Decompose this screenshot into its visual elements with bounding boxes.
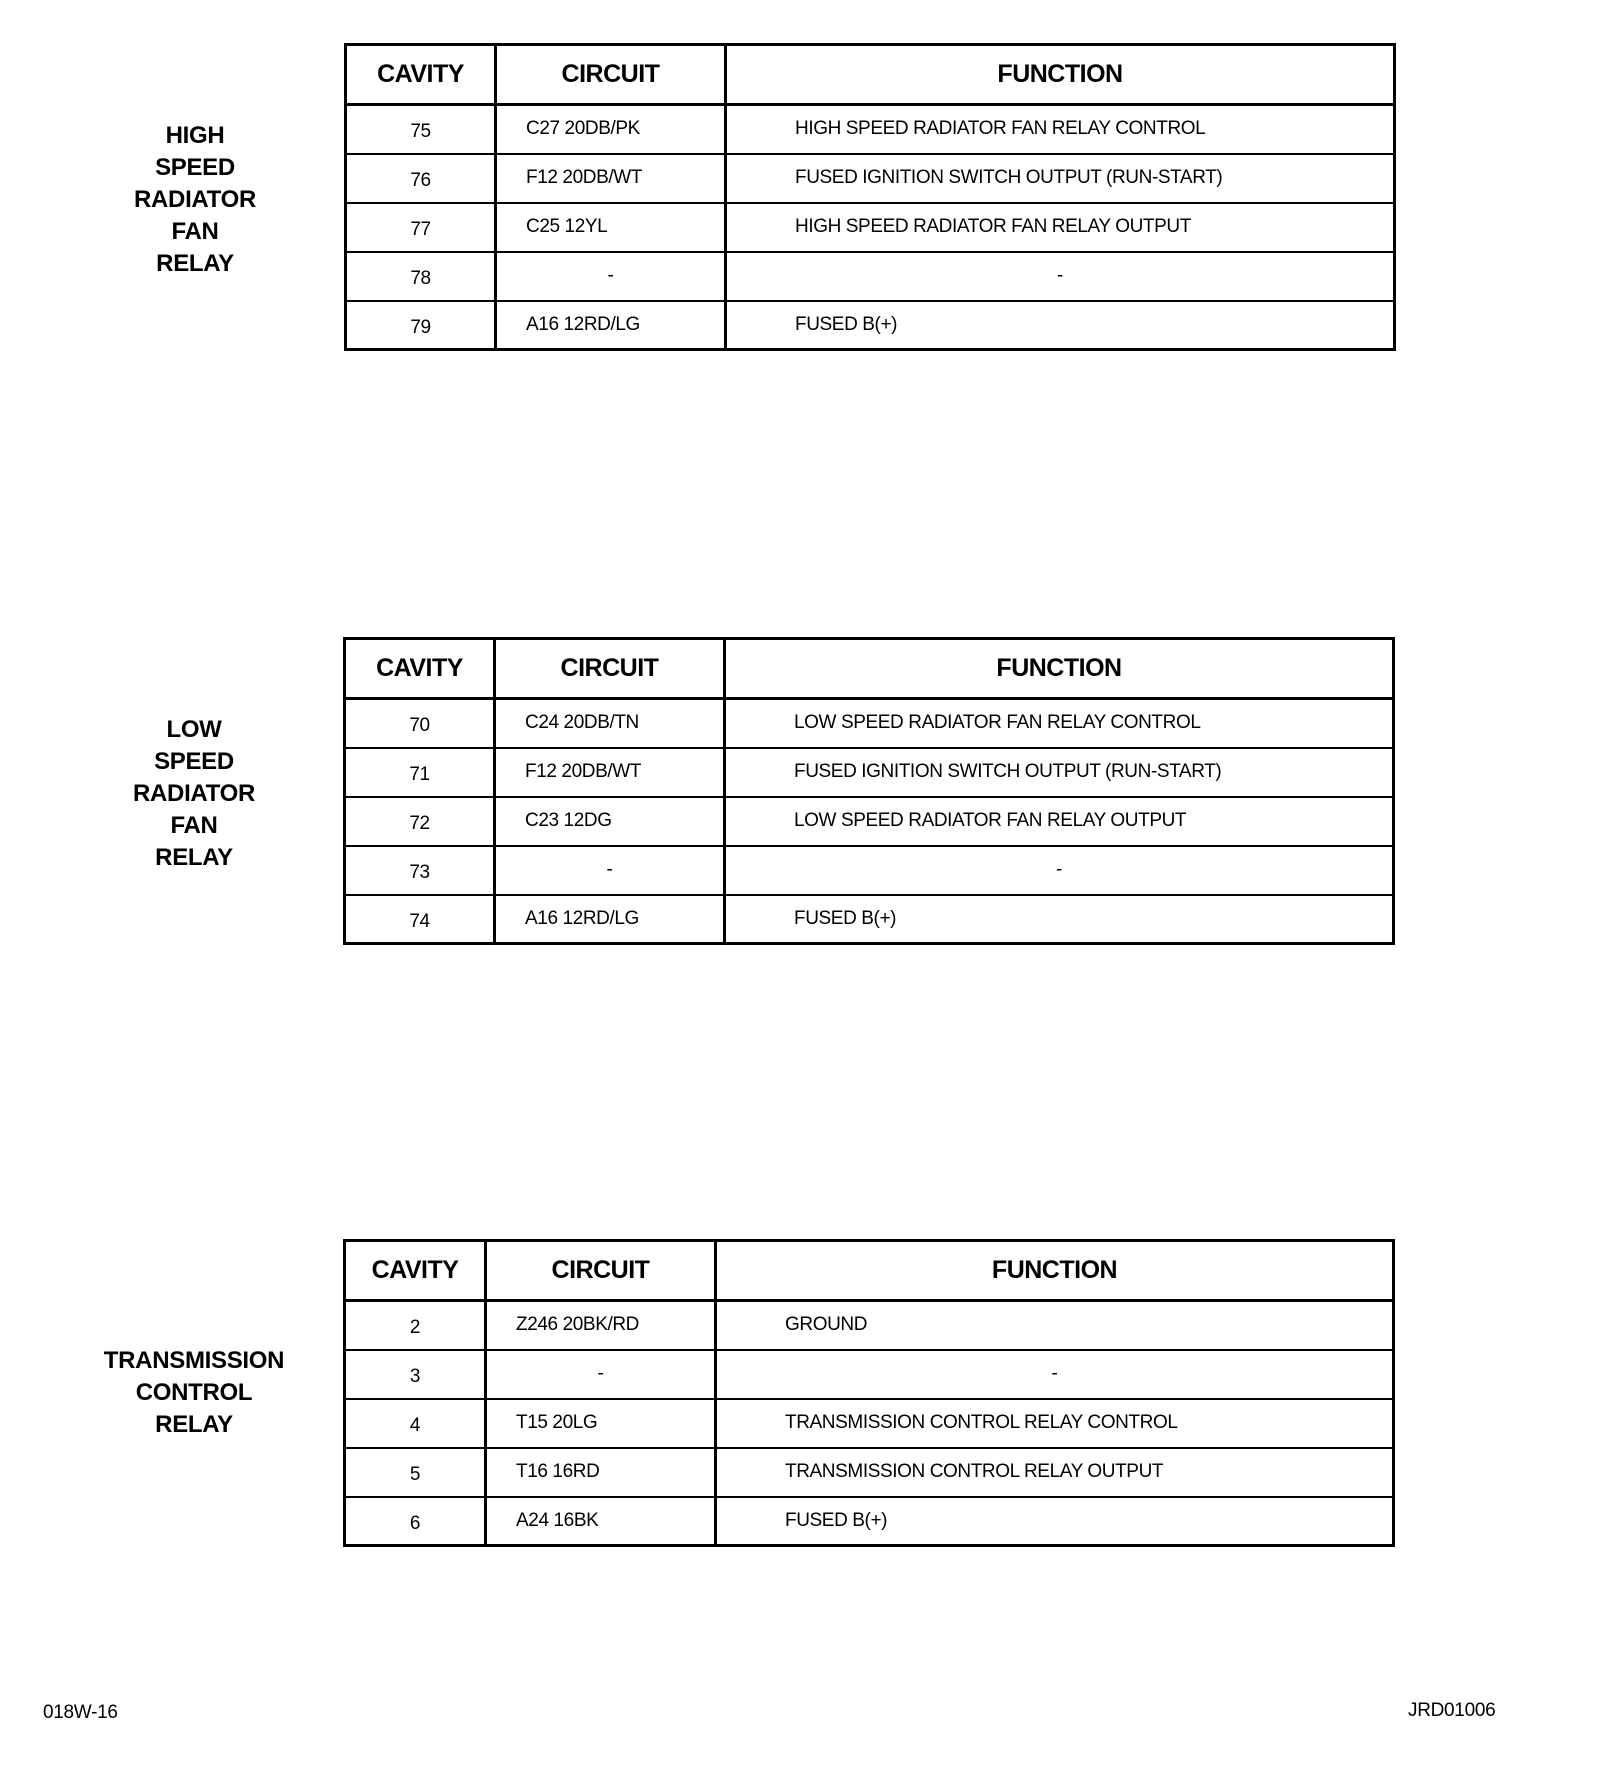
section-label-line: RELAY xyxy=(156,250,234,277)
table-row xyxy=(346,252,1395,301)
section-label-line: SPEED xyxy=(155,154,235,181)
column-header-cavity: CAVITY xyxy=(345,639,495,699)
section-label-high-speed-radiator-fan-relay xyxy=(85,120,305,280)
column-header-cavity: CAVITY xyxy=(346,45,496,105)
table-row xyxy=(346,154,1395,203)
cavity-cell: 4 xyxy=(345,1399,486,1448)
circuit-cell: Z246 20BK/RD xyxy=(486,1301,716,1350)
function-cell: - xyxy=(725,846,1394,895)
cavity-cell: 78 xyxy=(346,252,496,301)
section-label-line: FAN xyxy=(170,812,218,839)
cavity-cell: 73 xyxy=(345,846,495,895)
section-label-line: RELAY xyxy=(155,844,233,871)
section-label-line: RELAY xyxy=(155,1411,233,1438)
function-cell: TRANSMISSION CONTROL RELAY OUTPUT xyxy=(716,1448,1394,1497)
table-row xyxy=(345,1497,1394,1546)
table-row xyxy=(345,1448,1394,1497)
function-cell: FUSED B(+) xyxy=(726,301,1395,350)
column-header-circuit: CIRCUIT xyxy=(495,639,725,699)
function-cell: FUSED IGNITION SWITCH OUTPUT (RUN-START) xyxy=(725,748,1394,797)
section-label-line: SPEED xyxy=(154,748,234,775)
circuit-cell: - xyxy=(495,846,725,895)
circuit-cell: C24 20DB/TN xyxy=(495,699,725,748)
table-row xyxy=(345,1301,1394,1350)
cavity-cell: 3 xyxy=(345,1350,486,1399)
table-header-row xyxy=(345,639,1394,699)
function-cell: LOW SPEED RADIATOR FAN RELAY OUTPUT xyxy=(725,797,1394,846)
table-row xyxy=(346,105,1395,154)
circuit-cell: A24 16BK xyxy=(486,1497,716,1546)
connector-table-low-speed-radiator-fan-relay xyxy=(343,637,1395,945)
circuit-cell: - xyxy=(496,252,726,301)
table-row xyxy=(345,748,1394,797)
table-header-row xyxy=(345,1241,1394,1301)
circuit-cell: - xyxy=(486,1350,716,1399)
cavity-cell: 72 xyxy=(345,797,495,846)
connector-table-high-speed-radiator-fan-relay xyxy=(344,43,1396,351)
function-cell: FUSED B(+) xyxy=(716,1497,1394,1546)
section-label-low-speed-radiator-fan-relay xyxy=(84,714,304,874)
function-cell: - xyxy=(726,252,1395,301)
cavity-cell: 70 xyxy=(345,699,495,748)
function-cell: HIGH SPEED RADIATOR FAN RELAY OUTPUT xyxy=(726,203,1395,252)
cavity-cell: 2 xyxy=(345,1301,486,1350)
table-row xyxy=(345,699,1394,748)
column-header-circuit: CIRCUIT xyxy=(486,1241,716,1301)
function-cell: FUSED IGNITION SWITCH OUTPUT (RUN-START) xyxy=(726,154,1395,203)
table-row xyxy=(346,301,1395,350)
function-cell: FUSED B(+) xyxy=(725,895,1394,944)
section-label-line: CONTROL xyxy=(135,1379,253,1406)
cavity-cell: 77 xyxy=(346,203,496,252)
section-label-line: LOW xyxy=(166,716,222,743)
function-cell: HIGH SPEED RADIATOR FAN RELAY CONTROL xyxy=(726,105,1395,154)
section-label-line: HIGH xyxy=(165,122,225,149)
cavity-cell: 76 xyxy=(346,154,496,203)
connector-table-transmission-control-relay xyxy=(343,1239,1395,1547)
table-row xyxy=(345,895,1394,944)
circuit-cell: F12 20DB/WT xyxy=(496,154,726,203)
table-row xyxy=(345,797,1394,846)
table-row xyxy=(346,203,1395,252)
cavity-cell: 74 xyxy=(345,895,495,944)
section-label-line: RADIATOR xyxy=(133,186,257,213)
column-header-function: FUNCTION xyxy=(725,639,1394,699)
column-header-circuit: CIRCUIT xyxy=(496,45,726,105)
table-header-row xyxy=(346,45,1395,105)
circuit-cell: C25 12YL xyxy=(496,203,726,252)
table-row xyxy=(345,1399,1394,1448)
figure-code-right: JRD01006 xyxy=(1408,1700,1496,1721)
function-cell: GROUND xyxy=(716,1301,1394,1350)
table-row xyxy=(345,1350,1394,1399)
column-header-function: FUNCTION xyxy=(716,1241,1394,1301)
function-cell: - xyxy=(716,1350,1394,1399)
cavity-cell: 79 xyxy=(346,301,496,350)
cavity-cell: 75 xyxy=(346,105,496,154)
circuit-cell: F12 20DB/WT xyxy=(495,748,725,797)
column-header-cavity: CAVITY xyxy=(345,1241,486,1301)
circuit-cell: C23 12DG xyxy=(495,797,725,846)
section-label-line: RADIATOR xyxy=(132,780,256,807)
cavity-cell: 5 xyxy=(345,1448,486,1497)
circuit-cell: A16 12RD/LG xyxy=(496,301,726,350)
figure-code-left: 018W-16 xyxy=(43,1702,118,1723)
circuit-cell: T16 16RD xyxy=(486,1448,716,1497)
function-cell: LOW SPEED RADIATOR FAN RELAY CONTROL xyxy=(725,699,1394,748)
table-row xyxy=(345,846,1394,895)
circuit-cell: C27 20DB/PK xyxy=(496,105,726,154)
cavity-cell: 71 xyxy=(345,748,495,797)
cavity-cell: 6 xyxy=(345,1497,486,1546)
function-cell: TRANSMISSION CONTROL RELAY CONTROL xyxy=(716,1399,1394,1448)
circuit-cell: T15 20LG xyxy=(486,1399,716,1448)
section-label-line: TRANSMISSION xyxy=(103,1347,285,1374)
section-label-line: FAN xyxy=(171,218,219,245)
circuit-cell: A16 12RD/LG xyxy=(495,895,725,944)
column-header-function: FUNCTION xyxy=(726,45,1395,105)
section-label-transmission-control-relay xyxy=(84,1345,304,1441)
